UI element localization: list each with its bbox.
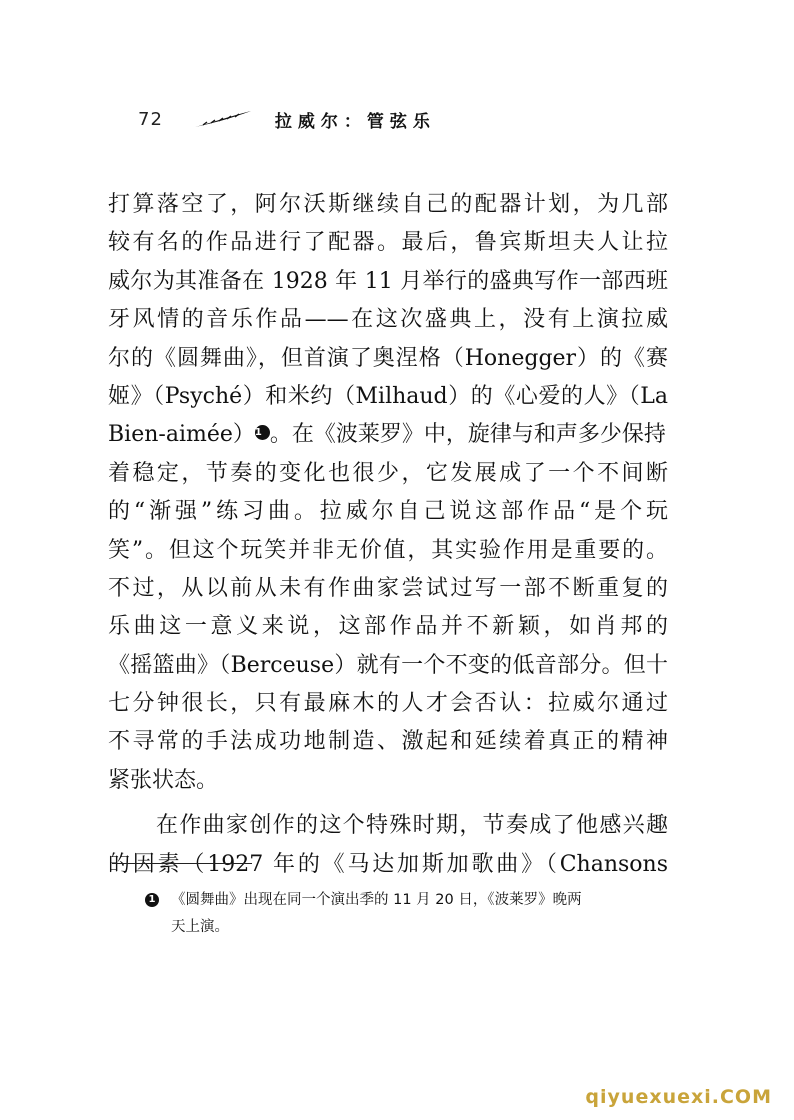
text-line: 威尔为其准备在 1928 年 11 月举行的盛典写作一部西班	[108, 268, 668, 294]
text-line: 不过，从以前从未有作曲家尝试过写一部不断重复的	[108, 575, 668, 601]
text-line: 牙风情的音乐作品——在这次盛典上，没有上演拉威	[108, 307, 668, 333]
footnote-reference-icon[interactable]: 1	[255, 425, 270, 440]
text-line: 的“渐强”练习曲。拉威尔自己说这部作品“是个玩	[108, 499, 668, 525]
text-line: 紧张状态。	[108, 767, 219, 793]
text-line: 较有名的作品进行了配器。最后，鲁宾斯坦夫人让拉	[108, 230, 668, 256]
text-line: 着稳定，节奏的变化也很少，它发展成了一个不间断	[108, 460, 668, 486]
text-segment: Bien-aimée）	[108, 422, 255, 448]
text-line: 乐曲这一意义来说，这部作品并不新颖，如肖邦的	[108, 614, 668, 640]
text-line: 打算落空了，阿尔沃斯继续自己的配器计划，为几部	[108, 192, 668, 217]
footnote-text: 天上演。	[171, 919, 229, 935]
text-line: 姬》（Psyché）和米约（Milhaud）的《心爱的人》（La	[108, 383, 668, 409]
footnote-marker-icon: 1	[145, 893, 159, 907]
text-line: 七分钟很长，只有最麻木的人才会否认：拉威尔通过	[108, 691, 668, 717]
footnote-text: 《圆舞曲》出现在同一个演出季的 11 月 20 日，《波莱罗》晚两	[171, 892, 582, 908]
site-watermark: qiyuexuexi.COM	[585, 1086, 772, 1108]
text-line: 不寻常的手法成功地制造、激起和延续着真正的精神	[108, 729, 668, 755]
text-line: 尔的《圆舞曲》，但首演了奥涅格（Honegger）的《赛	[108, 345, 668, 371]
text-line: 在作曲家创作的这个特殊时期，节奏成了他感兴趣	[156, 813, 668, 839]
text-line: 笑”。但这个玩笑并非无价值，其实验作用是重要的。	[108, 537, 668, 563]
footnote-first-line	[145, 887, 670, 914]
text-segment: 。在《波莱罗》中，旋律与和声多少保持	[269, 422, 666, 448]
text-line	[108, 416, 668, 454]
paragraph-gap	[108, 800, 668, 807]
footnote-divider	[112, 863, 252, 864]
quill-pen-icon	[193, 108, 253, 130]
page-number: 72	[138, 108, 163, 130]
running-title: 拉威尔：管弦乐	[274, 111, 436, 132]
text-line: 《摇篮曲》（Berceuse）就有一个不变的低音部分。但十	[108, 652, 668, 678]
text-line: 的因素（1927 年的《马达加斯加歌曲》（Chansons	[108, 851, 668, 877]
body-text	[108, 186, 668, 884]
footnote	[145, 887, 670, 941]
page-header	[138, 104, 436, 134]
